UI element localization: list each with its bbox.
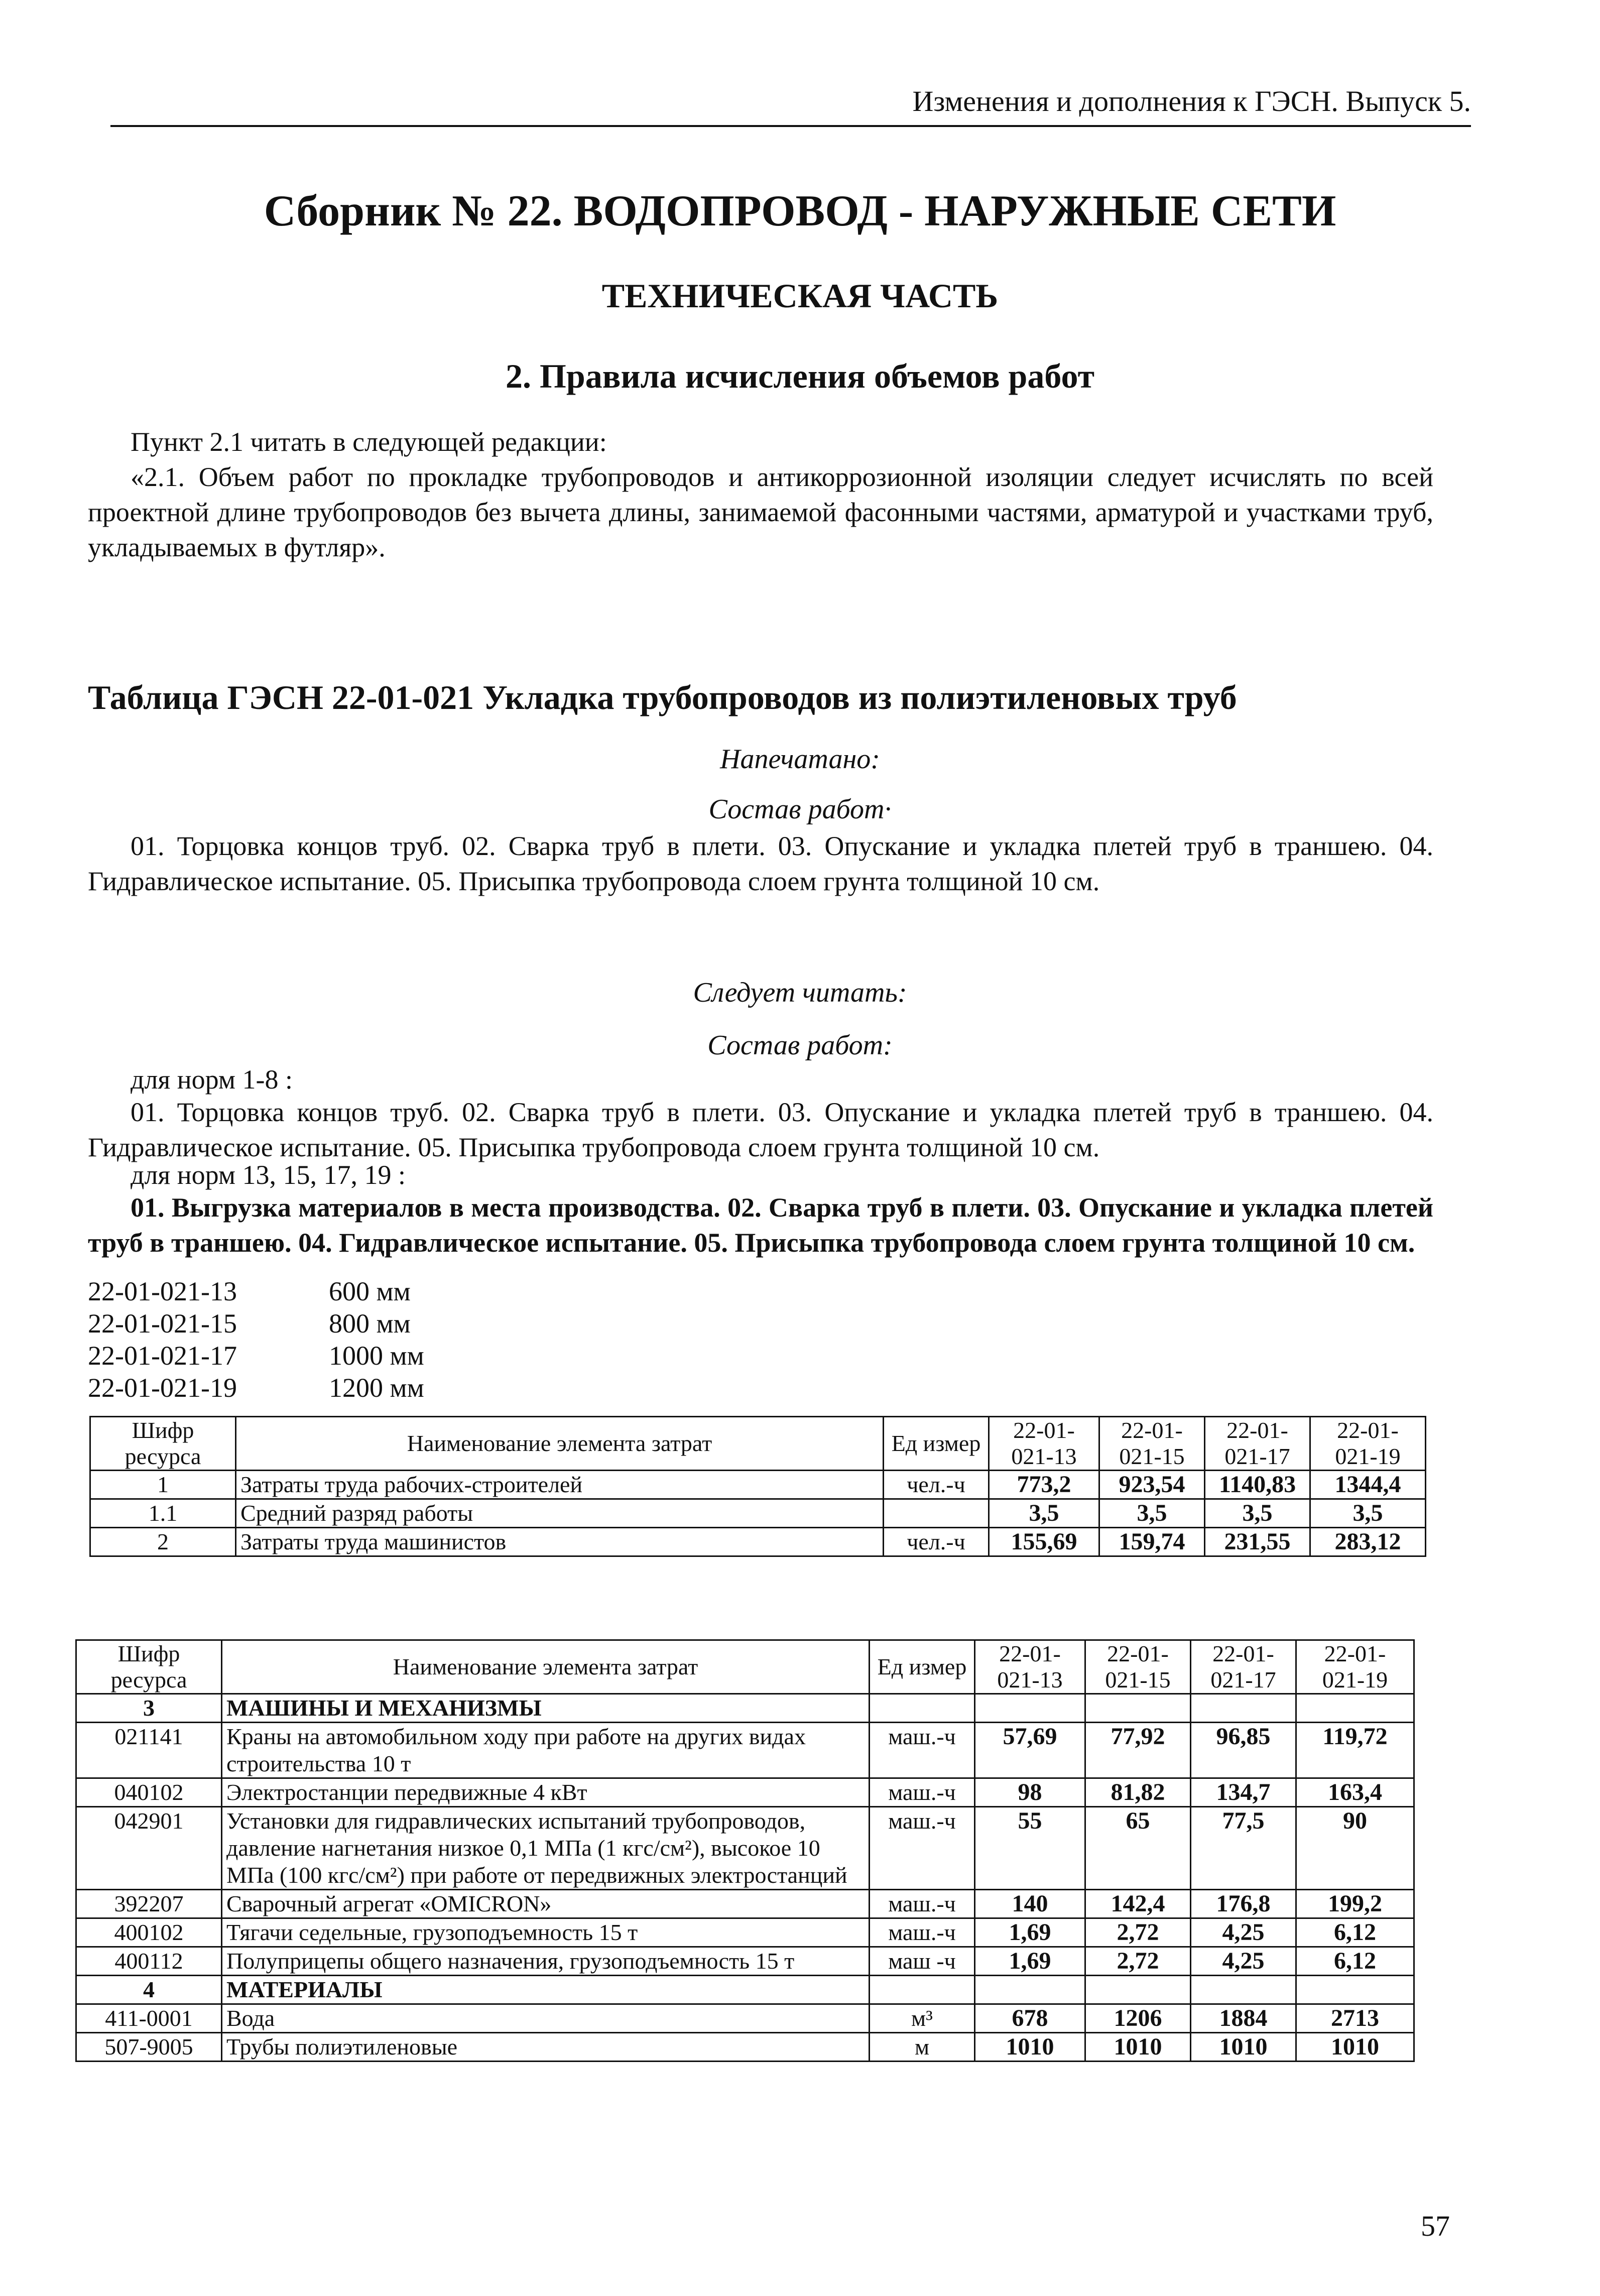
page-number: 57 — [1421, 2210, 1450, 2242]
table-row: 392207 Сварочный агрегат «OMICRON» маш.-ч 140 142,4 176,8 199,2 — [76, 1890, 1414, 1918]
header-col-17: 22-01- 021-17 — [1205, 1417, 1310, 1471]
table-row: 021141 Краны на автомобильном ходу при работе на других видах строительства 10 т маш.-ч 57,69 77,92 96,85 119,72 — [76, 1723, 1414, 1778]
table-title: Таблица ГЭСН 22-01-021 Укладка трубопроводов из полиэтиленовых труб — [88, 678, 1237, 716]
table-row: 2 Затраты труда машинистов чел.-ч 155,69 159,74 231,55 283,12 — [90, 1528, 1426, 1556]
section-title: 2. Правила исчисления объемов работ — [506, 357, 1094, 395]
part-title: ТЕХНИЧЕСКАЯ ЧАСТЬ — [601, 277, 999, 315]
header-unit: Ед измер — [870, 1640, 975, 1694]
table-row: 040102 Электростанции передвижные 4 кВт маш.-ч 98 81,82 134,7 163,4 — [76, 1778, 1414, 1807]
table-row: 400112 Полуприцепы общего назначения, грузоподъемность 15 т маш -ч 1,69 2,72 4,25 6,12 — [76, 1947, 1414, 1976]
printed-composition-label: Состав работ· — [708, 794, 892, 825]
header-name: Наименование элемента затрат — [222, 1640, 870, 1694]
labor-costs-table — [89, 1416, 1426, 1557]
table-row: 411-0001 Вода м³ 678 1206 1884 2713 — [76, 2004, 1414, 2033]
norm-code-row: 22-01-021-13 600 мм — [88, 1276, 411, 1306]
header-col-15: 22-01- 021-15 — [1085, 1640, 1191, 1694]
norms-1-text: 01. Торцовка концов труб. 02. Сварка труб в плети. 03. Опускание и укладка плетей труб в траншею. 04. Гидравлическое испытание. 05. Присыпка трубопровода слоем грунта толщиной 10 см. — [88, 1097, 1433, 1162]
table-header-row — [90, 1417, 1426, 1471]
table-row: 1 Затраты труда рабочих-строителей чел.-ч 773,2 923,54 1140,83 1344,4 — [90, 1471, 1426, 1499]
should-read-label: Следует читать: — [693, 977, 907, 1008]
header-unit: Ед измер — [884, 1417, 989, 1471]
header-col-19: 22-01- 021-19 — [1310, 1417, 1426, 1471]
header-col-13: 22-01- 021-13 — [989, 1417, 1099, 1471]
running-header: Изменения и дополнения к ГЭСН. Выпуск 5. — [110, 84, 1471, 127]
table-header-row — [76, 1640, 1414, 1694]
table-row: 042901 Установки для гидравлических испытаний трубопроводов, давление нагнетания низкое 0,1 МПа (1 кгс/см²), высокое 10 МПа (100 кгс/см²) при работе от передвижных электростанций маш.-ч 55 65 77,5 90 — [76, 1807, 1414, 1890]
printed-label: Напечатано: — [720, 744, 880, 775]
intro-line-1: Пункт 2.1 читать в следующей редакции: — [131, 427, 607, 457]
header-col-19: 22-01- 021-19 — [1296, 1640, 1414, 1694]
norms-2-text: 01. Выгрузка материалов в места производства. 02. Сварка труб в плети. 03. Опускание и укладка плетей труб в траншею. 04. Гидравлическое испытание. 05. Присыпка трубопровода слоем грунта толщиной 10 см. — [88, 1192, 1433, 1258]
header-col-13: 22-01- 021-13 — [975, 1640, 1085, 1694]
intro-paragraph: «2.1. Объем работ по прокладке трубопроводов и антикоррозионной изоляции следует исчислять по всей проектной длине трубопроводов без вычета длины, занимаемой фасонными частями, арматурой и участками труб, укладываемых в футляр». — [88, 462, 1433, 562]
should-read-composition-label: Состав работ: — [707, 1030, 893, 1061]
norm-code-row: 22-01-021-15 800 мм — [88, 1308, 411, 1339]
header-col-15: 22-01- 021-15 — [1099, 1417, 1205, 1471]
table-group-row: 3 МАШИНЫ И МЕХАНИЗМЫ — [76, 1694, 1414, 1723]
table-row: 400102 Тягачи седельные, грузоподъемность 15 т маш.-ч 1,69 2,72 4,25 6,12 — [76, 1918, 1414, 1947]
printed-text: 01. Торцовка концов труб. 02. Сварка труб в плети. 03. Опускание и укладка плетей труб в траншею. 04. Гидравлическое испытание. 05. Присыпка трубопровода слоем грунта толщиной 10 см. — [88, 831, 1433, 896]
norms-1-label: для норм 1-8 : — [131, 1064, 293, 1095]
norm-code-row: 22-01-021-19 1200 мм — [88, 1373, 424, 1403]
table-row: 1.1 Средний разряд работы 3,5 3,5 3,5 3,5 — [90, 1499, 1426, 1528]
norm-codes-list — [88, 1275, 424, 1404]
resources-table — [75, 1639, 1415, 2062]
table-row: 507-9005 Трубы полиэтиленовые м 1010 1010 1010 1010 — [76, 2033, 1414, 2062]
header-code: Шифр ресурса — [90, 1417, 236, 1471]
header-code: Шифр ресурса — [76, 1640, 222, 1694]
header-col-17: 22-01- 021-17 — [1191, 1640, 1296, 1694]
norms-2-label: для норм 13, 15, 17, 19 : — [131, 1160, 406, 1190]
header-name: Наименование элемента затрат — [236, 1417, 884, 1471]
norm-code-row: 22-01-021-17 1000 мм — [88, 1341, 424, 1371]
table-group-row: 4 МАТЕРИАЛЫ — [76, 1976, 1414, 2004]
collection-title: Сборник № 22. ВОДОПРОВОД - НАРУЖНЫЕ СЕТИ — [264, 187, 1336, 235]
